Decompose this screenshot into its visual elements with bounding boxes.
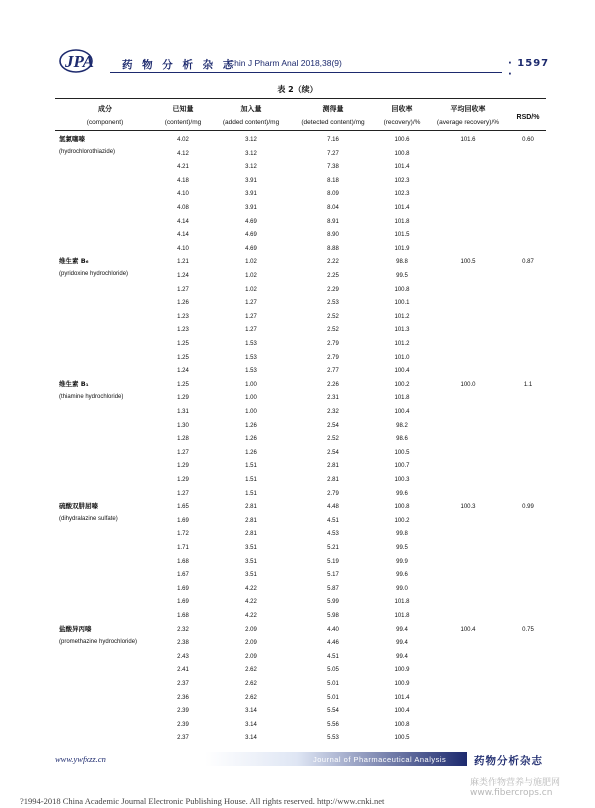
table-cell: 1.71 [177, 545, 189, 551]
table-cell: 4.02 [177, 137, 189, 143]
table-cell: 2.29 [327, 286, 339, 293]
table-cell: 1.29 [177, 477, 189, 483]
average-recovery-cell: 100.4 [460, 626, 476, 633]
table-cell: 4.12 [177, 150, 189, 157]
rsd-cell: 0.60 [522, 137, 534, 143]
table-cell: 100.8 [394, 286, 410, 293]
table-cell: 1.68 [177, 613, 189, 619]
table-cell: 3.12 [245, 137, 257, 143]
table-cell: 1.00 [245, 395, 257, 402]
table-cell: 3.14 [245, 708, 257, 715]
table-cell: 4.53 [327, 531, 339, 538]
table-cell: 1.51 [245, 477, 257, 483]
table-cell: 3.12 [245, 150, 257, 157]
table-cell: 98.8 [396, 259, 408, 266]
table-cell: 2.22 [327, 259, 339, 266]
table-cell: 100.6 [394, 137, 410, 143]
table-cell: 1.69 [177, 599, 189, 606]
rsd-cell: 1.1 [523, 381, 533, 388]
table-cell: 1.02 [245, 259, 257, 266]
component-name-en: (thiamine hydrochloride) [59, 393, 124, 400]
table-cell: 4.51 [327, 653, 339, 660]
table-cell: 2.31 [327, 395, 339, 402]
table-cell: 5.01 [327, 681, 339, 687]
table-cell: 8.90 [327, 232, 339, 239]
table-cell: 99.8 [396, 531, 408, 538]
table-cell: 2.32 [327, 409, 339, 415]
table-cell: 4.22 [245, 613, 257, 619]
table-cell: 2.81 [327, 463, 339, 470]
svg-text:JPA: JPA [65, 52, 94, 71]
table-cell: 101.9 [394, 245, 410, 252]
table-cell: 98.2 [396, 422, 408, 429]
table-cell: 101.2 [394, 313, 410, 320]
table-cell: 4.69 [245, 232, 257, 239]
table-cell: 1.31 [177, 409, 189, 415]
table-cell: 2.39 [177, 721, 189, 728]
table-cell: 1.53 [245, 341, 257, 347]
header-cn-3: 测得量 [322, 106, 344, 113]
table-cell: 4.10 [177, 245, 189, 252]
table-cell: 2.81 [245, 504, 257, 511]
average-recovery-cell: 101.6 [460, 137, 476, 143]
table-cell: 100.8 [394, 504, 410, 511]
table-cell: 1.26 [177, 300, 189, 307]
table-cell: 3.14 [245, 735, 257, 742]
header-en-3: (detected content)/mg [301, 119, 365, 126]
table-cell: 1.23 [177, 327, 189, 334]
page-footer [55, 752, 546, 768]
jpa-logo-icon [58, 46, 108, 74]
table-cell: 3.51 [245, 545, 257, 551]
average-recovery-cell: 100.3 [460, 504, 476, 511]
table-cell: 4.69 [245, 218, 257, 225]
footer-journal-cn: 药物分析杂志 [474, 755, 543, 767]
table-cell: 4.18 [177, 177, 189, 184]
table-cell: 99.5 [396, 273, 408, 279]
table-cell: 5.17 [327, 572, 339, 579]
table-cell: 4.22 [245, 599, 257, 606]
table-cell: 101.4 [394, 164, 410, 171]
table-cell: 99.5 [396, 545, 408, 551]
table-cell: 5.54 [327, 708, 339, 715]
table-cell: 100.2 [394, 381, 410, 388]
table-top-rule [55, 98, 546, 99]
table-cell: 4.10 [177, 191, 189, 198]
table-cell: 102.3 [394, 191, 410, 198]
table-cell: 100.3 [394, 477, 410, 483]
table-cell: 4.48 [327, 504, 339, 511]
table-cell: 4.40 [327, 626, 339, 633]
table-cell: 99.4 [396, 626, 408, 633]
table-cell: 1.00 [245, 409, 257, 415]
table-cell: 102.3 [394, 177, 410, 184]
table-cell: 1.65 [177, 504, 189, 511]
table-cell: 1.21 [177, 259, 189, 266]
header-cn-4: 回收率 [391, 106, 413, 113]
table-cell: 1.72 [177, 531, 189, 538]
component-name-cn: 硫酸双肼屈嗪 [59, 502, 98, 511]
table-cell: 101.2 [394, 341, 410, 347]
table-cell: 1.67 [177, 572, 189, 579]
header-cn-5: 平均回收率 [450, 106, 486, 113]
rsd-cell: 0.87 [522, 259, 534, 266]
table-cell: 2.81 [327, 477, 339, 483]
table-cell: 1.69 [177, 517, 189, 524]
component-name-cn: 盐酸异丙嗪 [59, 624, 92, 633]
table-cell: 101.8 [394, 613, 410, 619]
table-cell: 1.27 [245, 327, 257, 334]
site-watermark: 麻类作物营养与施肥网 www.fibercrops.cn [470, 778, 561, 798]
table-cell: 1.26 [245, 436, 257, 443]
footer-journal-en: Journal of Pharmaceutical Analysis [313, 755, 447, 764]
table-cell: 100.8 [394, 721, 410, 728]
component-name-en: (dihydralazine sulfate) [59, 516, 118, 523]
table-cell: 1.23 [177, 313, 189, 320]
header-cn-0: 成分 [98, 106, 112, 113]
table-cell: 2.79 [327, 354, 339, 361]
table-cell: 3.91 [245, 177, 257, 184]
table-cell: 2.26 [327, 381, 339, 388]
table-cell: 4.51 [327, 517, 339, 524]
table-cell: 4.08 [177, 205, 189, 211]
table-cell: 1.25 [177, 341, 189, 347]
table-cell: 4.21 [177, 164, 189, 171]
table-cell: 5.99 [327, 599, 339, 606]
table-cell: 3.12 [245, 164, 257, 171]
table-cell: 101.5 [394, 232, 410, 239]
table-cell: 1.28 [177, 436, 189, 443]
table-cell: 5.19 [327, 558, 339, 565]
table-cell: 4.22 [245, 585, 257, 592]
table-cell: 2.62 [245, 681, 257, 687]
table-cell: 2.09 [245, 626, 257, 633]
table-cell: 101.8 [394, 218, 410, 225]
table-cell: 100.8 [394, 150, 410, 157]
header-en-4: (recovery)/% [383, 119, 421, 126]
table-cell: 8.09 [327, 191, 339, 198]
table-cell: 7.16 [327, 137, 339, 143]
table-cell: 1.24 [177, 368, 189, 375]
table-cell: 7.38 [327, 164, 339, 171]
table-cell: 99.6 [396, 572, 408, 579]
footer-url: www.ywfxzz.cn [55, 754, 106, 764]
journal-title-cn: 药 物 分 析 杂 志 [122, 59, 237, 71]
table-cell: 99.4 [396, 653, 408, 660]
table-cell: 2.79 [327, 490, 339, 497]
table-cell: 2.53 [327, 300, 339, 307]
table-cell: 100.4 [394, 368, 410, 375]
table-cell: 101.0 [394, 354, 410, 361]
table-cell: 1.27 [177, 449, 189, 456]
journal-citation: Chin J Pharm Anal 2018,38(9) [228, 58, 342, 68]
table-cell: 1.53 [245, 368, 257, 375]
table-cell: 1.02 [245, 273, 257, 279]
average-recovery-cell: 100.0 [460, 381, 476, 388]
table-cell: 5.05 [327, 667, 339, 674]
table-cell: 5.56 [327, 721, 339, 728]
table-cell: 98.6 [396, 436, 408, 443]
table-cell: 99.6 [396, 490, 408, 497]
table-cell: 100.1 [394, 300, 410, 307]
table-cell: 2.43 [177, 653, 189, 660]
header-en-1: (content)/mg [164, 119, 202, 126]
table-cell: 4.14 [177, 232, 189, 239]
header-en-2: (added content)/mg [222, 119, 280, 126]
table-cell: 8.91 [327, 218, 339, 225]
table-cell: 5.53 [327, 735, 339, 742]
table-cell: 2.09 [245, 653, 257, 660]
table-cell: 100.4 [394, 409, 410, 415]
table-cell: 100.2 [394, 517, 410, 524]
component-name-cn: 氢氯噻嗪 [59, 135, 85, 143]
component-name-en: (pyridoxine hydrochloride) [59, 271, 129, 278]
copyright-line: ?1994-2018 China Academic Journal Electronic Publishing House. All rights reserved. http://www.cnki.net [20, 796, 385, 806]
header-cn-1: 已知量 [172, 106, 194, 113]
table-cell: 3.91 [245, 205, 257, 211]
table-cell: 1.51 [245, 463, 257, 470]
component-name-cn: 维生素 B₆ [59, 257, 89, 266]
table-header-rule [55, 130, 546, 131]
table-cell: 100.9 [394, 681, 410, 687]
table-cell: 99.9 [396, 558, 408, 565]
table-cell: 2.79 [327, 341, 339, 347]
table-cell: 2.37 [177, 735, 189, 742]
table-cell: 2.09 [245, 640, 257, 647]
table-cell: 1.27 [245, 300, 257, 307]
table-cell: 1.00 [245, 381, 257, 388]
table-cell: 101.8 [394, 599, 410, 606]
table-cell: 2.81 [245, 531, 257, 538]
table-cell: 8.88 [327, 245, 339, 252]
table-cell: 2.54 [327, 422, 339, 429]
table-cell: 101.4 [394, 694, 410, 701]
table-cell: 1.25 [177, 354, 189, 361]
table-cell: 2.36 [177, 694, 189, 701]
table-cell: 8.04 [327, 205, 339, 211]
table-cell: 1.02 [245, 286, 257, 293]
table-cell: 5.21 [327, 545, 339, 551]
component-name-en: (hydrochlorothiazide) [59, 149, 116, 155]
table-cell: 3.14 [245, 721, 257, 728]
table-cell: 2.52 [327, 436, 339, 443]
table-cell: 1.29 [177, 463, 189, 470]
table-cell: 101.3 [394, 327, 410, 334]
table-cell: 101.8 [394, 395, 410, 402]
page-header [52, 44, 552, 80]
table-cell: 1.30 [177, 422, 189, 429]
header-cn-2: 加入量 [240, 106, 262, 113]
table-cell: 8.18 [327, 177, 339, 184]
table-cell: 1.26 [245, 422, 257, 429]
header-en-5: (average recovery)/% [436, 119, 500, 126]
table-cell: 5.87 [327, 585, 339, 592]
page-number: · 1597 · [508, 58, 550, 80]
table-cell: 1.25 [177, 381, 189, 388]
table-cell: 2.52 [327, 327, 339, 334]
table-cell: 1.69 [177, 585, 189, 592]
table-cell: 2.38 [177, 640, 189, 647]
table-cell: 1.53 [245, 354, 257, 361]
table-cell: 1.68 [177, 558, 189, 565]
header-en-0: (component) [86, 119, 124, 126]
table-cell: 4.14 [177, 218, 189, 225]
table-cell: 1.27 [177, 490, 189, 497]
table-cell: 3.51 [245, 572, 257, 579]
header-cn-6: RSD/% [516, 114, 540, 121]
table-cell: 1.26 [245, 449, 257, 456]
table-cell: 1.24 [177, 273, 189, 279]
table-cell: 2.62 [245, 694, 257, 701]
component-name-en: (promethazine hydrochloride) [59, 638, 138, 645]
table-cell: 2.52 [327, 313, 339, 320]
table-cell: 5.98 [327, 613, 339, 619]
table-cell: 101.4 [394, 205, 410, 211]
table-cell: 4.69 [245, 245, 257, 252]
component-name-cn: 维生素 B₁ [59, 379, 89, 388]
table-cell: 100.7 [394, 463, 410, 470]
table-cell: 2.77 [327, 368, 339, 375]
table-cell: 2.81 [245, 517, 257, 524]
table-cell: 1.29 [177, 395, 189, 402]
table-cell: 2.37 [177, 681, 189, 687]
table-cell: 100.5 [394, 449, 410, 456]
table-cell: 100.4 [394, 708, 410, 715]
table-cell: 3.91 [245, 191, 257, 198]
table-cell: 1.51 [245, 490, 257, 497]
table-cell: 99.4 [396, 640, 408, 647]
table-cell: 7.27 [327, 150, 339, 157]
table-cell: 2.62 [245, 667, 257, 674]
table-cell: 2.41 [177, 667, 189, 674]
table-cell: 2.54 [327, 449, 339, 456]
table-cell: 1.27 [245, 313, 257, 320]
header-rule [110, 72, 502, 73]
table-cell: 2.25 [327, 273, 339, 279]
average-recovery-cell: 100.5 [460, 259, 476, 266]
table-caption: 表 2（续） [277, 85, 318, 94]
table-cell: 100.5 [394, 735, 410, 742]
table-cell: 2.39 [177, 708, 189, 715]
table-cell: 100.9 [394, 667, 410, 674]
table-cell: 5.01 [327, 694, 339, 701]
rsd-cell: 0.75 [522, 626, 534, 633]
table-cell: 3.51 [245, 558, 257, 565]
table-cell: 99.0 [396, 585, 408, 592]
rsd-cell: 0.99 [522, 504, 534, 511]
table-cell: 1.27 [177, 286, 189, 293]
table-cell: 2.32 [177, 626, 189, 633]
table-cell: 4.46 [327, 640, 339, 647]
